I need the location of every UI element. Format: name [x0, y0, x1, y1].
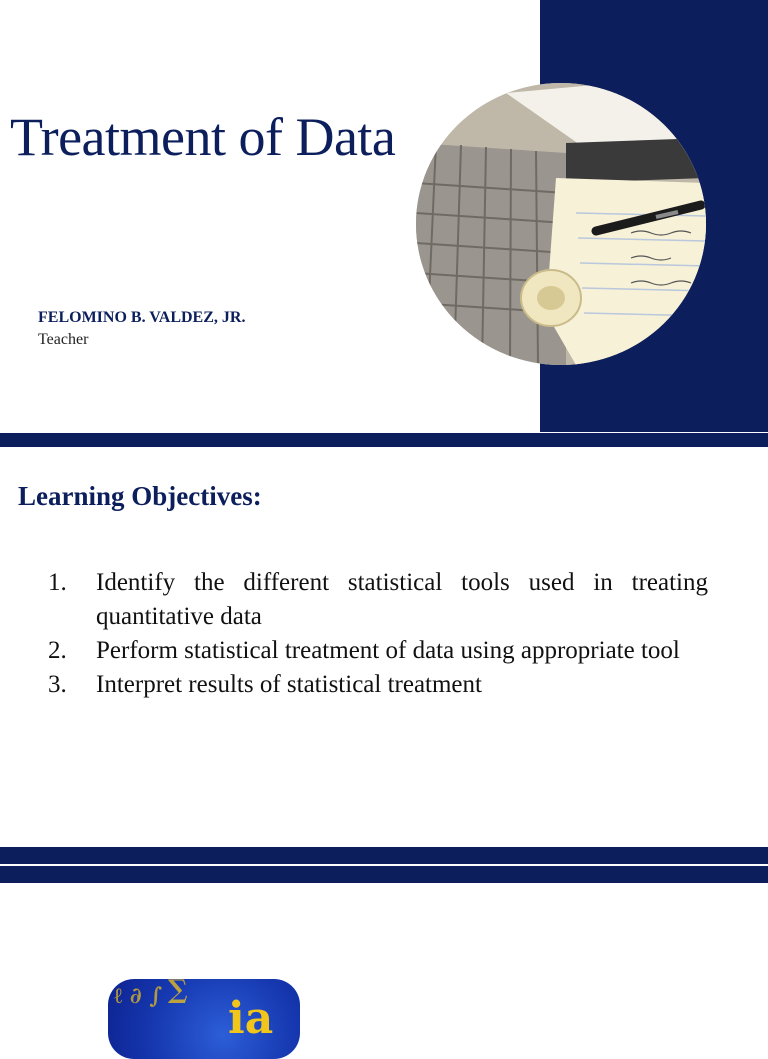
objective-item	[48, 634, 708, 668]
slide-title: Treatment of Data	[10, 107, 396, 167]
symbol-decoration: ∑	[168, 979, 188, 1005]
math-app-icon	[108, 979, 300, 1059]
objective-number: 3.	[48, 671, 67, 698]
slide-divider	[0, 433, 768, 447]
symbol-decoration: ia	[228, 993, 274, 1044]
objective-number: 2.	[48, 637, 67, 664]
objectives-heading: Learning Objectives:	[18, 481, 262, 511]
objectives-slide	[0, 447, 768, 847]
divider-line	[0, 864, 768, 866]
next-slide-partial	[0, 883, 768, 1044]
objectives-list	[48, 566, 708, 702]
slide-divider-double	[0, 847, 768, 883]
author-role: Teacher	[38, 331, 89, 348]
laptop-photo	[416, 83, 706, 365]
title-slide	[0, 0, 768, 432]
objective-item	[48, 668, 708, 702]
objective-item	[48, 566, 708, 634]
objective-text: Perform statistical treatment of data using appropriate tool	[96, 637, 680, 664]
objective-text: Identify the different statistical tools used in treating quantitative data	[96, 569, 708, 630]
author-name: FELOMINO B. VALDEZ, JR.	[38, 309, 246, 326]
objective-text: Interpret results of statistical treatment	[96, 671, 482, 698]
symbol-decoration: ℓ ∂ ∫	[114, 983, 163, 1009]
objective-number: 1.	[48, 569, 67, 596]
